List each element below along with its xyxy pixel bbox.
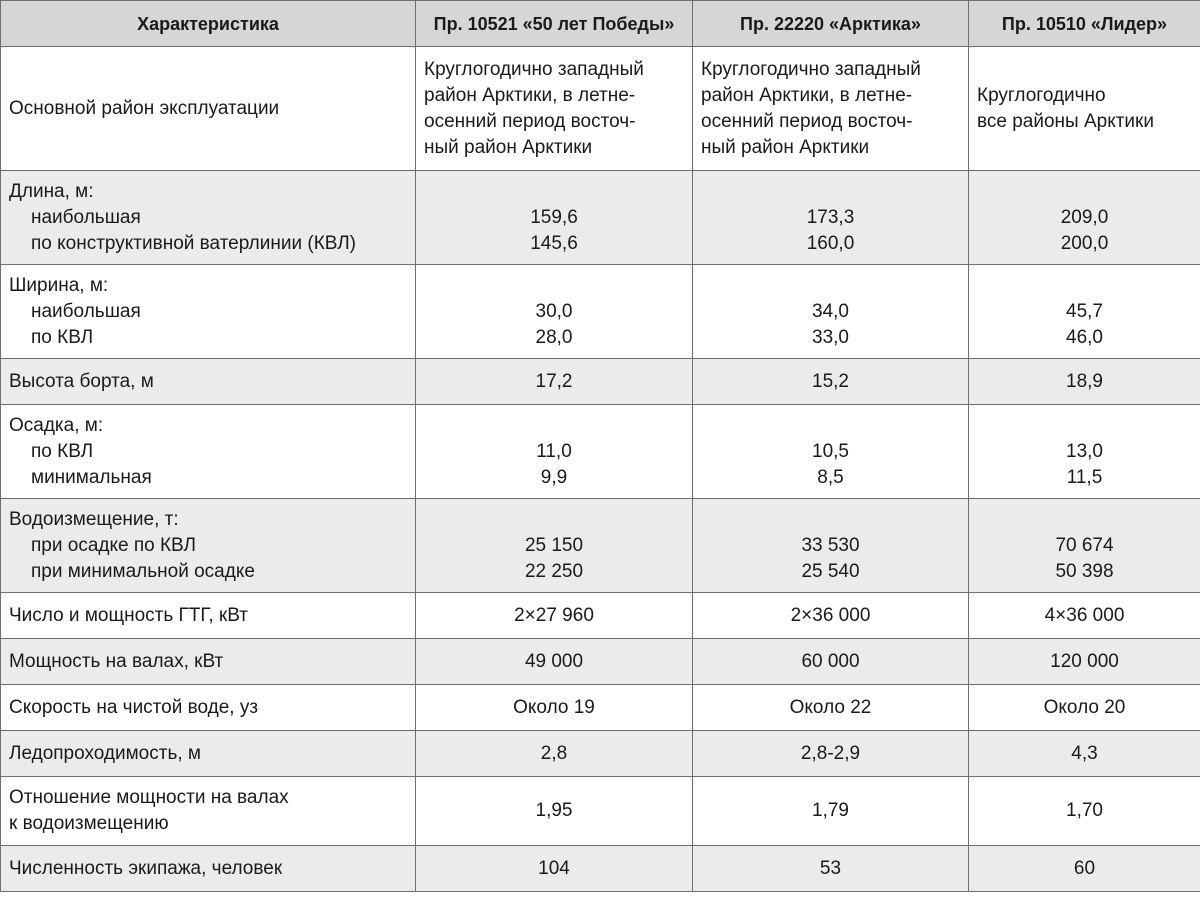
cell-value: Около 19	[416, 685, 693, 731]
cell-value: Круглогодично все районы Арктики	[969, 47, 1200, 171]
cell-value: 11,0 9,9	[416, 405, 693, 499]
cell-value: 104	[416, 846, 693, 892]
table-row	[1, 265, 1200, 359]
cell-value: 17,2	[416, 359, 693, 405]
cell-value: Около 22	[693, 685, 969, 731]
table-row	[1, 731, 1200, 777]
row-label: Отношение мощности на валах к водоизмещению	[1, 777, 416, 846]
cell-value: Круглогодично западный район Арктики, в летне- осенний период восточ- ный район Арктики	[693, 47, 969, 171]
cell-value: 209,0 200,0	[969, 171, 1200, 265]
cell-value: 4,3	[969, 731, 1200, 777]
cell-value: 33 530 25 540	[693, 499, 969, 593]
cell-value: 2,8	[416, 731, 693, 777]
header-characteristic: Характеристика	[1, 1, 416, 47]
row-label: Мощность на валах, кВт	[1, 639, 416, 685]
header-row	[1, 1, 1200, 47]
row-label: Ширина, м: наибольшая по КВЛ	[1, 265, 416, 359]
table-row	[1, 47, 1200, 171]
cell-value: 1,79	[693, 777, 969, 846]
row-label: Основной район эксплуатации	[1, 47, 416, 171]
cell-value: 120 000	[969, 639, 1200, 685]
cell-value: 1,95	[416, 777, 693, 846]
cell-value: 1,70	[969, 777, 1200, 846]
row-label: Численность экипажа, человек	[1, 846, 416, 892]
cell-value: 60 000	[693, 639, 969, 685]
row-label: Водоизмещение, т: при осадке по КВЛ при минимальной осадке	[1, 499, 416, 593]
cell-value: 2,8-2,9	[693, 731, 969, 777]
cell-value: 2×27 960	[416, 593, 693, 639]
cell-value: Круглогодично западный район Арктики, в летне- осенний период восточ- ный район Арктики	[416, 47, 693, 171]
cell-value: 49 000	[416, 639, 693, 685]
row-label: Длина, м: наибольшая по конструктивной ватерлинии (КВЛ)	[1, 171, 416, 265]
cell-value: 4×36 000	[969, 593, 1200, 639]
table-row	[1, 171, 1200, 265]
cell-value: 25 150 22 250	[416, 499, 693, 593]
table-row	[1, 593, 1200, 639]
cell-value: 60	[969, 846, 1200, 892]
table-row	[1, 685, 1200, 731]
cell-value: 173,3 160,0	[693, 171, 969, 265]
row-label: Высота борта, м	[1, 359, 416, 405]
header-project-10510: Пр. 10510 «Лидер»	[969, 1, 1200, 47]
row-label: Ледопроходимость, м	[1, 731, 416, 777]
cell-value: 53	[693, 846, 969, 892]
cell-value: 30,0 28,0	[416, 265, 693, 359]
cell-value: 13,0 11,5	[969, 405, 1200, 499]
table-row	[1, 777, 1200, 846]
cell-value: 45,7 46,0	[969, 265, 1200, 359]
row-label: Осадка, м: по КВЛ минимальная	[1, 405, 416, 499]
cell-value: 15,2	[693, 359, 969, 405]
cell-value: 70 674 50 398	[969, 499, 1200, 593]
cell-value: 34,0 33,0	[693, 265, 969, 359]
table-row	[1, 405, 1200, 499]
row-label: Число и мощность ГТГ, кВт	[1, 593, 416, 639]
table-row	[1, 359, 1200, 405]
cell-value: 159,6 145,6	[416, 171, 693, 265]
table-row	[1, 846, 1200, 892]
header-project-22220: Пр. 22220 «Арктика»	[693, 1, 969, 47]
table-row	[1, 499, 1200, 593]
header-project-10521: Пр. 10521 «50 лет Победы»	[416, 1, 693, 47]
cell-value: Около 20	[969, 685, 1200, 731]
table-row	[1, 639, 1200, 685]
row-label: Скорость на чистой воде, уз	[1, 685, 416, 731]
cell-value: 10,5 8,5	[693, 405, 969, 499]
cell-value: 18,9	[969, 359, 1200, 405]
cell-value: 2×36 000	[693, 593, 969, 639]
